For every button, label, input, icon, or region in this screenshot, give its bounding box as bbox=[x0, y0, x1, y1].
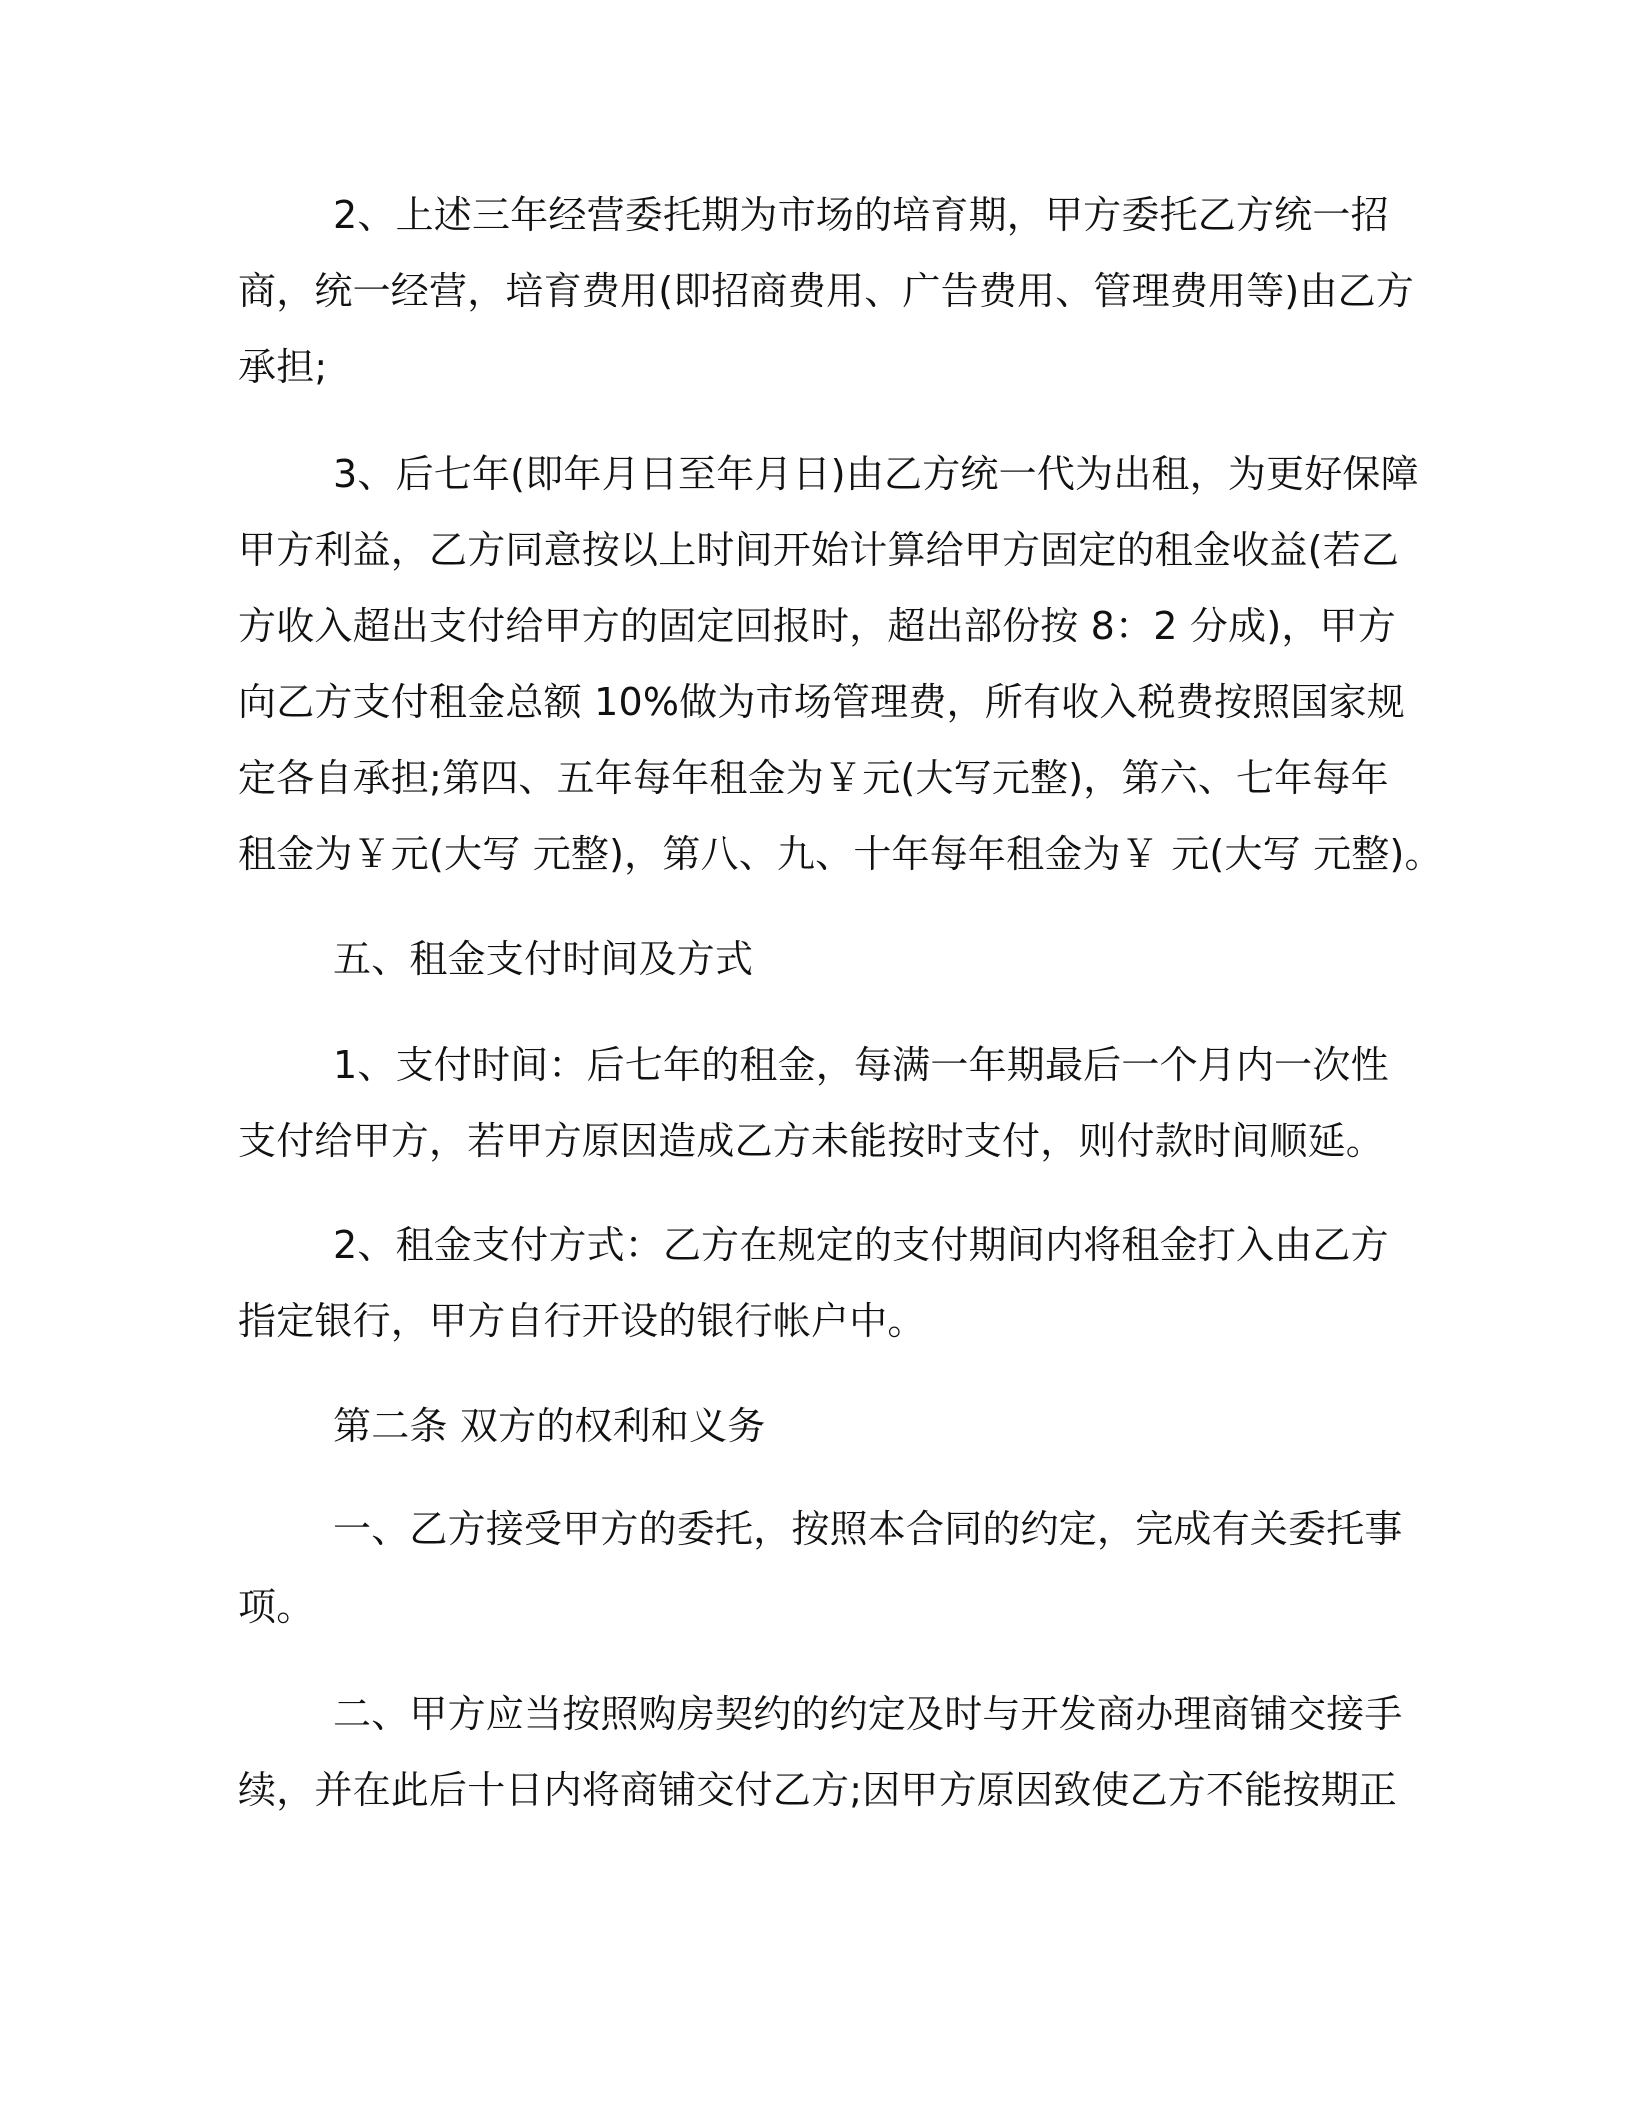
clause-2-line-1: 2、上述三年经营委托期为市场的培育期，甲方委托乙方统一招 bbox=[333, 193, 1389, 237]
clause-3-line-1: 3、后七年(即年月日至年月日)由乙方统一代为出租，为更好保障 bbox=[333, 452, 1419, 496]
payment-method-line-2: 指定银行，甲方自行开设的银行帐户中。 bbox=[238, 1299, 926, 1343]
payment-method-line-1: 2、租金支付方式：乙方在规定的支付期间内将租金打入由乙方 bbox=[333, 1223, 1389, 1267]
clause-3-line-6: 租金为￥元(大写 元整)，第八、九、十年每年租金为￥ 元(大写 元整)。 bbox=[238, 832, 1443, 876]
clause-3-line-3: 方收入超出支付给甲方的固定回报时，超出部份按 8：2 分成)，甲方 bbox=[238, 604, 1396, 648]
clause-3-line-5: 定各自承担;第四、五年每年租金为￥元(大写元整)，第六、七年每年 bbox=[238, 756, 1389, 800]
payment-time-line-2: 支付给甲方，若甲方原因造成乙方未能按时支付，则付款时间顺延。 bbox=[238, 1119, 1385, 1163]
clause-3-line-2: 甲方利益，乙方同意按以上时间开始计算给甲方固定的租金收益(若乙 bbox=[238, 528, 1400, 572]
duty-1-line-1: 一、乙方接受甲方的委托，按照本合同的约定，完成有关委托事 bbox=[333, 1507, 1403, 1551]
article-2-heading: 第二条 双方的权利和义务 bbox=[333, 1404, 766, 1448]
section-5-heading: 五、租金支付时间及方式 bbox=[333, 937, 754, 981]
clause-2-line-3: 承担; bbox=[238, 345, 328, 389]
duty-1-line-2: 项。 bbox=[238, 1585, 315, 1629]
clause-3-line-4: 向乙方支付租金总额 10%做为市场管理费，所有收入税费按照国家规 bbox=[238, 680, 1405, 724]
clause-2-line-2: 商，统一经营，培育费用(即招商费用、广告费用、管理费用等)由乙方 bbox=[238, 269, 1415, 313]
payment-time-line-1: 1、支付时间：后七年的租金，每满一年期最后一个月内一次性 bbox=[333, 1043, 1389, 1087]
duty-2-line-2: 续，并在此后十日内将商铺交付乙方;因甲方原因致使乙方不能按期正 bbox=[238, 1768, 1398, 1812]
duty-2-line-1: 二、甲方应当按照购房契约的约定及时与开发商办理商铺交接手 bbox=[333, 1692, 1403, 1736]
